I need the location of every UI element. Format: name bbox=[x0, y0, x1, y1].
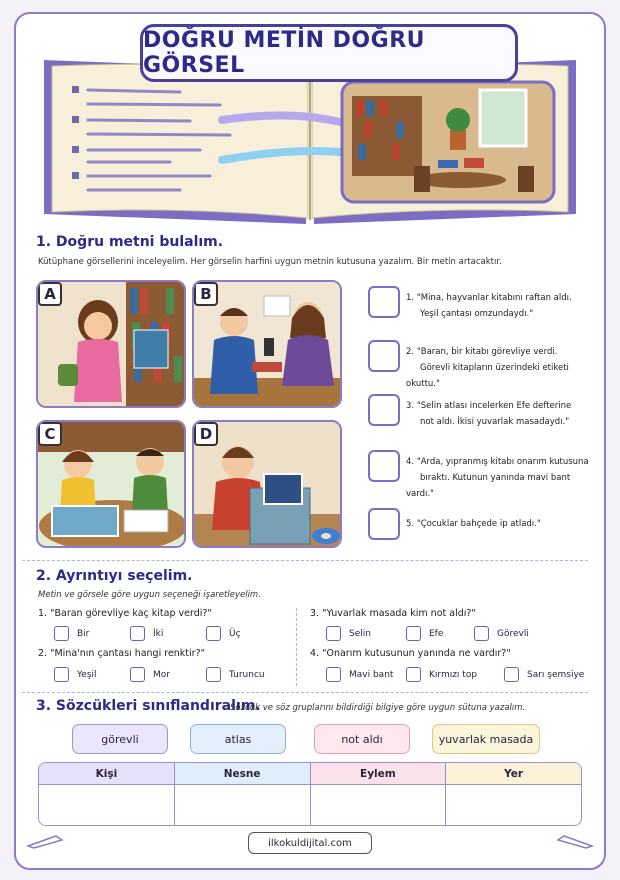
column-header: Kişi bbox=[39, 763, 174, 785]
question-1: 1. "Baran görevliye kaç kitap verdi?" bbox=[38, 608, 212, 619]
column-yer bbox=[446, 763, 581, 825]
question-2: 2. "Mina'nın çantası hangi renktir?" bbox=[38, 648, 205, 659]
section2-instruction: Metin ve görsele göre uygun seçeneği işaretleyelim. bbox=[38, 590, 261, 600]
checkbox[interactable] bbox=[406, 626, 421, 641]
picture-d bbox=[192, 420, 342, 548]
section3-instruction: Sözcük ve söz gruplarını bildirdiği bilgiye göre uygun sütuna yazalım. bbox=[230, 703, 526, 713]
answer-box-3[interactable] bbox=[368, 394, 400, 426]
answer-cell[interactable] bbox=[39, 785, 174, 825]
checkbox[interactable] bbox=[54, 667, 69, 682]
statement-3: 3. "Selin atlası incelerken Efe defterine not aldı. İkisi yuvarlak masadaydı." bbox=[406, 401, 572, 427]
checkbox[interactable] bbox=[130, 667, 145, 682]
page-title: DOĞRU METİN DOĞRU GÖRSEL bbox=[143, 28, 425, 78]
word-chip-gorevli[interactable]: görevli bbox=[72, 724, 168, 754]
answer-box-5[interactable] bbox=[368, 508, 400, 540]
picture-b bbox=[192, 280, 342, 408]
option-q4-a[interactable]: Mavi bant bbox=[326, 667, 393, 682]
column-kisi bbox=[39, 763, 175, 825]
checkbox[interactable] bbox=[130, 626, 145, 641]
checkbox[interactable] bbox=[206, 667, 221, 682]
section1-instruction: Kütüphane görsellerini inceleyelim. Her görselin harfini uygun metnin kutusuna yazalım. Bir metin artacaktır. bbox=[38, 257, 502, 267]
checkbox[interactable] bbox=[54, 626, 69, 641]
checkbox[interactable] bbox=[474, 626, 489, 641]
section2-heading: 2. Ayrıntıyı seçelim. bbox=[36, 568, 193, 584]
option-q3-a[interactable]: Selin bbox=[326, 626, 371, 641]
answer-cell[interactable] bbox=[175, 785, 310, 825]
picture-letter: B bbox=[194, 282, 218, 306]
option-q2-c[interactable]: Turuncu bbox=[206, 667, 265, 682]
answer-box-2[interactable] bbox=[368, 340, 400, 372]
statement-5: 5. "Çocuklar bahçede ip atladı." bbox=[406, 519, 541, 529]
option-q3-b[interactable]: Efe bbox=[406, 626, 443, 641]
checkbox[interactable] bbox=[504, 667, 519, 682]
title-banner bbox=[140, 24, 518, 82]
checkbox[interactable] bbox=[326, 667, 341, 682]
picture-a bbox=[36, 280, 186, 408]
option-q2-a[interactable]: Yeşil bbox=[54, 667, 97, 682]
section-divider bbox=[22, 692, 588, 693]
option-q1-a[interactable]: Bir bbox=[54, 626, 89, 641]
option-q4-b[interactable]: Kırmızı top bbox=[406, 667, 477, 682]
option-q2-b[interactable]: Mor bbox=[130, 667, 170, 682]
checkbox[interactable] bbox=[206, 626, 221, 641]
answer-cell[interactable] bbox=[446, 785, 581, 825]
question-3: 3. "Yuvarlak masada kim not aldı?" bbox=[310, 608, 476, 619]
section3-heading: 3. Sözcükleri sınıflandıralım. bbox=[36, 698, 261, 714]
question-4: 4. "Onarım kutusunun yanında ne vardır?" bbox=[310, 648, 511, 659]
checkbox[interactable] bbox=[406, 667, 421, 682]
column-header: Nesne bbox=[175, 763, 310, 785]
column-header: Eylem bbox=[311, 763, 446, 785]
question-column-divider bbox=[296, 608, 297, 686]
section1-heading: 1. Doğru metni bulalım. bbox=[36, 234, 224, 250]
answer-box-4[interactable] bbox=[368, 450, 400, 482]
column-nesne bbox=[175, 763, 311, 825]
picture-letter: A bbox=[38, 282, 62, 306]
word-chip-atlas[interactable]: atlas bbox=[190, 724, 286, 754]
option-q3-c[interactable]: Görevli bbox=[474, 626, 529, 641]
column-header: Yer bbox=[446, 763, 581, 785]
picture-c bbox=[36, 420, 186, 548]
classification-table bbox=[38, 762, 582, 826]
section-divider bbox=[22, 560, 588, 561]
statement-2: 2. "Baran, bir kitabı görevliye verdi. Görevli kitapların üzerindeki etiketi okuttu." bbox=[406, 347, 569, 389]
picture-letter: C bbox=[38, 422, 62, 446]
picture-letter: D bbox=[194, 422, 218, 446]
option-q1-b[interactable]: İki bbox=[130, 626, 163, 641]
checkbox[interactable] bbox=[326, 626, 341, 641]
option-q4-c[interactable]: Sarı şemsiye bbox=[504, 667, 584, 682]
answer-box-1[interactable] bbox=[368, 286, 400, 318]
column-eylem bbox=[311, 763, 447, 825]
word-chip-yuvarlak-masada[interactable]: yuvarlak masada bbox=[432, 724, 540, 754]
word-chip-not-aldi[interactable]: not aldı bbox=[314, 724, 410, 754]
option-q1-c[interactable]: Üç bbox=[206, 626, 241, 641]
footer-website[interactable]: ilkokuldijital.com bbox=[248, 832, 372, 854]
statement-1: 1. "Mina, hayvanlar kitabını raftan aldı. Yeşil çantası omzundaydı." bbox=[406, 293, 572, 319]
pencil-doodle-icon bbox=[554, 830, 594, 850]
pencil-doodle-icon bbox=[26, 830, 66, 850]
answer-cell[interactable] bbox=[311, 785, 446, 825]
statement-4: 4. "Arda, yıpranmış kitabı onarım kutusuna bıraktı. Kutunun yanında mavi bant vardı." bbox=[406, 457, 589, 499]
